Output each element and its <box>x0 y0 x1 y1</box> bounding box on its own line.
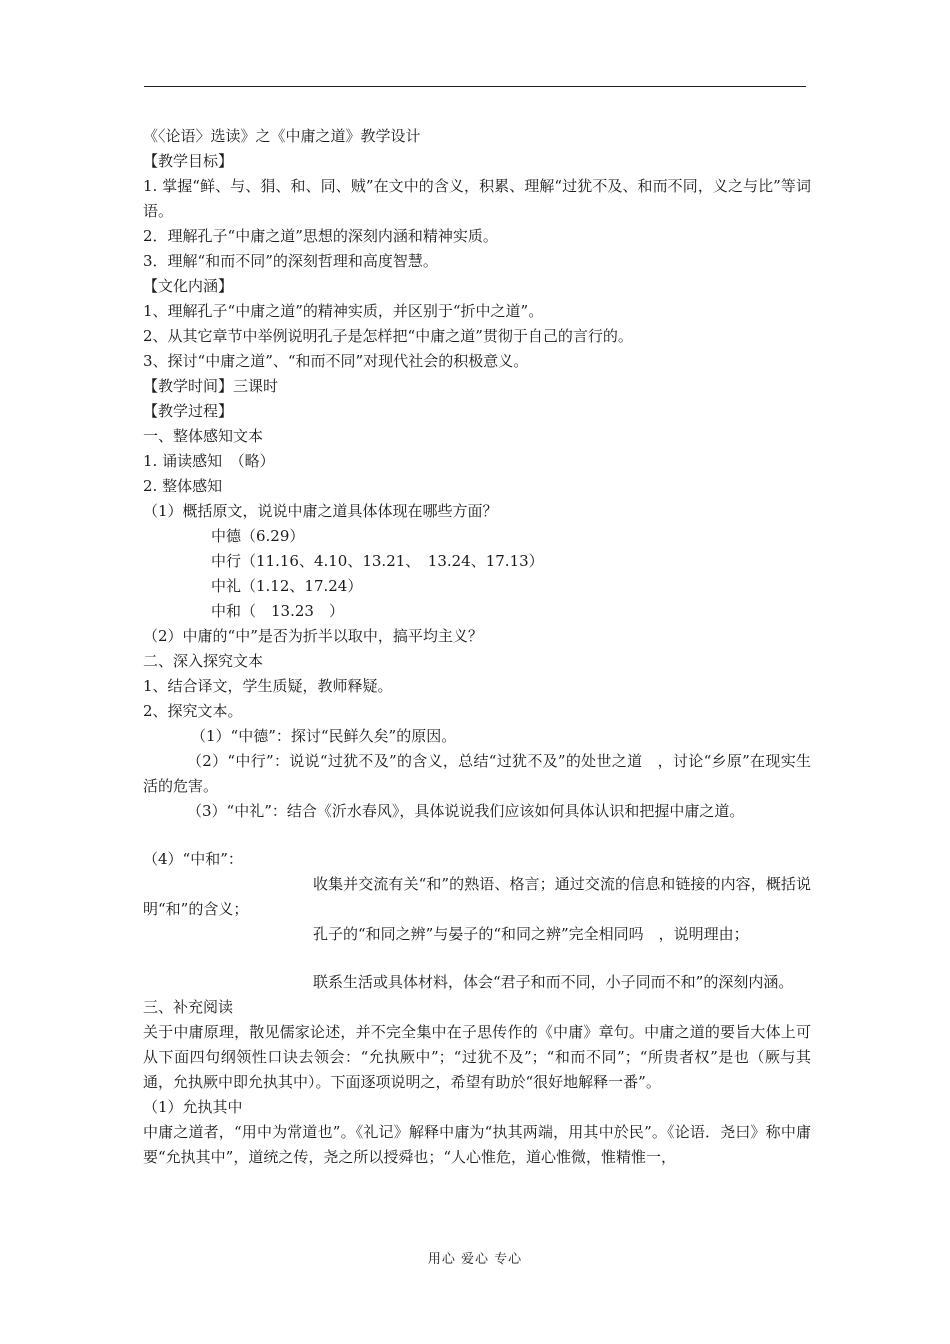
header-rule <box>144 86 806 87</box>
question-2: （2）中庸的“中”是否为折半以取中，搞平均主义？ <box>143 627 483 645</box>
list-zhongli: 中礼（1.12、17.24） <box>211 577 363 595</box>
section-3-paragraph: 关于中庸原理，散见儒家论述，并不完全集中在子思传作的《中庸》章句。中庸之道的要旨大体上可从下面四句纲领性口诀去领会：“允执厥中”；“过犹不及”；“和而不同”；“所贵者权”是也（厥与其通，允执厥中即允执其中）。下面逐项说明之，希望有助於“很好地解释一番”。 <box>143 1023 811 1091</box>
goal-1: 1. 掌握“鲜、与、狷、和、同、贼”在文中的含义，积累、理解“过犹不及、和而不同，义之与比”等词语。 <box>143 177 811 220</box>
explore-4-a: 收集并交流有关“和”的熟语、格言；通过交流的信息和链接的内容，概括说明“和”的含义； <box>143 875 811 918</box>
explore-4-b: 孔子的“和同之辨”与晏子的“和同之辨”完全相同吗 ，说明理由； <box>313 925 749 943</box>
culture-3: 3、探讨“中庸之道”、“和而不同”对现代社会的积极意义。 <box>143 352 529 370</box>
question-1: （1）概括原文，说说中庸之道具体体现在哪些方面？ <box>143 502 498 520</box>
goal-2: 2．理解孔子“中庸之道”思想的深刻内涵和精神实质。 <box>143 227 498 245</box>
explore-4-c: 联系生活或具体材料，体会“君子和而不同，小子同而不和”的深刻内涵。 <box>313 973 794 991</box>
document-body <box>143 124 811 1170</box>
section-3-text: 中庸之道者，“用中为常道也”。《礼记》解释中庸为“执其两端，用其中於民”。《论语．尧曰》称中庸要“允执其中”，道统之传，尧之所以授舜也；“人心惟危，道心惟微，惟精惟一， <box>143 1123 811 1166</box>
section-1-item-1: 1. 诵读感知 （略） <box>143 452 275 470</box>
explore-1: （1）“中德”：探讨“民鲜久矣”的原因。 <box>191 727 457 745</box>
section-2-item-2: 2、探究文本。 <box>143 702 243 720</box>
list-zhongxing: 中行（11.16、4.10、13.21、 13.24、17.13） <box>211 552 544 570</box>
section-1-item-2: 2. 整体感知 <box>143 477 223 495</box>
list-zhonghe: 中和（ 13.23 ） <box>211 602 344 620</box>
section-1-title: 一、整体感知文本 <box>143 427 264 445</box>
doc-title: 《〈论语〉选读》之《中庸之道》教学设计 <box>143 127 421 145</box>
section-2-title: 二、深入探究文本 <box>143 652 264 670</box>
explore-3: （3）“中礼”：结合《沂水春风》，具体说说我们应该如何具体认识和把握中庸之道。 <box>187 802 745 820</box>
section-3-subtitle: （1）允执其中 <box>143 1098 243 1116</box>
list-zhongde: 中德（6.29） <box>211 527 305 545</box>
culture-1: 1、理解孔子“中庸之道”的精神实质，并区别于“折中之道”。 <box>143 302 544 320</box>
teaching-time: 【教学时间】三课时 <box>143 377 279 395</box>
heading-culture: 【文化内涵】 <box>143 277 234 295</box>
blank-line-2 <box>143 947 811 970</box>
heading-process: 【教学过程】 <box>143 402 234 420</box>
section-3-title: 三、补充阅读 <box>143 998 234 1016</box>
page-footer: 用心 爱心 专心 <box>427 1252 523 1267</box>
explore-2: （2）“中行”：说说“过犹不及”的含义，总结“过犹不及”的处世之道 ，讨论“乡原”在现实生活的危害。 <box>143 752 811 795</box>
section-2-item-1: 1、结合译文，学生质疑，教师释疑。 <box>143 677 393 695</box>
culture-2: 2、从其它章节中举例说明孔子是怎样把“中庸之道”贯彻于自己的言行的。 <box>143 327 633 345</box>
heading-goals: 【教学目标】 <box>143 152 234 170</box>
goal-3: 3．理解“和而不同”的深刻哲理和高度智慧。 <box>143 252 438 270</box>
blank-line <box>143 824 811 847</box>
explore-4: （4）“中和”： <box>143 850 243 868</box>
